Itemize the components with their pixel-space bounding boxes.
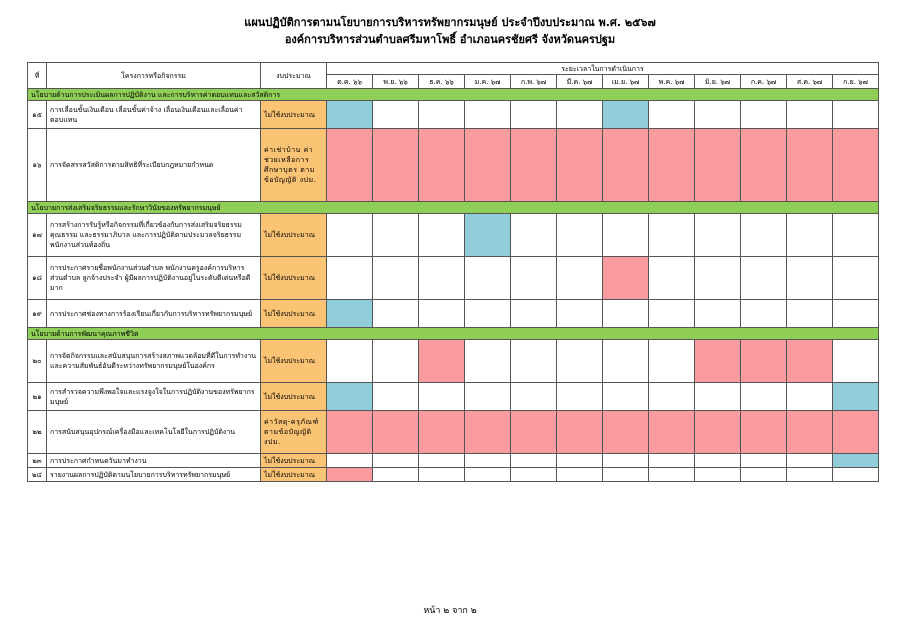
month-cell [787,340,833,383]
month-cell [511,411,557,454]
month-cell [557,411,603,454]
row-number: ๑๘ [28,257,47,300]
table-row [28,214,879,257]
month-cell [695,340,741,383]
month-cell [787,383,833,411]
row-number: ๑๗ [28,214,47,257]
month-cell [327,383,373,411]
table-row [28,411,879,454]
month-cell [465,257,511,300]
month-header: ธ.ค. ๖๖ [419,75,465,89]
month-cell [465,340,511,383]
month-cell [603,257,649,300]
month-header: ก.ค. ๖๗ [741,75,787,89]
month-cell [741,468,787,482]
row-number: ๒๑ [28,383,47,411]
budget-cell: ไม่ใช้งบประมาณ [261,454,327,468]
month-cell [649,257,695,300]
month-cell [603,411,649,454]
month-cell [373,101,419,129]
month-cell [695,300,741,328]
month-cell [695,257,741,300]
row-number: ๑๖ [28,129,47,202]
month-cell [695,129,741,202]
month-cell [695,383,741,411]
month-cell [465,411,511,454]
month-cell [465,383,511,411]
project-name: การประกาศช่องทางการร้องเรียนเกี่ยวกับการบริหารทรัพยากรมนุษย์ [47,300,261,328]
month-cell [787,101,833,129]
budget-cell: ไม่ใช้งบประมาณ [261,340,327,383]
project-name: การสร้างการรับรู้หรือกิจกรรมที่เกี่ยวข้องกับการส่งเสริมจริยธรรม คุณธรรม และธรรมาภิบาล และการปฏิบัติตามประมวลจริยธรรมพนักงานส่วนท้องถิ่น [47,214,261,257]
month-cell [373,129,419,202]
month-cell [557,214,603,257]
month-cell [649,300,695,328]
month-cell [649,340,695,383]
month-cell [603,214,649,257]
month-header: ส.ค. ๖๗ [787,75,833,89]
month-cell [649,468,695,482]
month-cell [327,214,373,257]
month-cell [833,300,879,328]
budget-cell: ไม่ใช้งบประมาณ [261,257,327,300]
month-cell [787,300,833,328]
policy-section-title: นโยบายการส่งเสริมจริยธรรมและรักษาวินัยของทรัพยากรมนุษย์ [28,202,879,214]
month-cell [327,468,373,482]
month-cell [419,214,465,257]
month-cell [603,129,649,202]
month-cell [741,257,787,300]
month-cell [557,383,603,411]
month-cell [649,214,695,257]
header-budget: งบประมาณ [261,63,327,89]
month-cell [373,300,419,328]
month-cell [557,454,603,468]
month-cell [419,257,465,300]
month-cell [465,454,511,468]
month-cell [327,257,373,300]
month-cell [787,411,833,454]
month-cell [373,468,419,482]
month-header: มี.ค. ๖๗ [557,75,603,89]
row-number: ๑๙ [28,300,47,328]
month-cell [833,214,879,257]
month-cell [419,454,465,468]
month-cell [511,383,557,411]
month-cell [465,129,511,202]
month-cell [511,300,557,328]
table-row [28,383,879,411]
month-cell [419,101,465,129]
month-header: พ.ค. ๖๗ [649,75,695,89]
month-cell [511,468,557,482]
month-cell [787,468,833,482]
month-cell [557,257,603,300]
table-row [28,468,879,482]
month-cell [419,411,465,454]
month-cell [649,383,695,411]
month-cell [419,129,465,202]
project-name: การสำรวจความพึงพอใจและแรงจูงใจในการปฏิบัติงานของทรัพยากรมนุษย์ [47,383,261,411]
month-cell [787,214,833,257]
month-cell [649,454,695,468]
month-cell [557,101,603,129]
month-cell [603,300,649,328]
header-project: โครงการหรือกิจกรรม [47,63,261,89]
budget-cell: ไม่ใช้งบประมาณ [261,101,327,129]
project-name: รายงานผลการปฏิบัติตามนโยบายการบริหารทรัพยากรมนุษย์ [47,468,261,482]
month-cell [833,383,879,411]
month-cell [695,214,741,257]
month-cell [419,383,465,411]
month-header: มิ.ย. ๖๗ [695,75,741,89]
month-cell [465,300,511,328]
month-cell [373,383,419,411]
month-cell [511,214,557,257]
month-cell [603,383,649,411]
month-cell [649,129,695,202]
month-cell [741,129,787,202]
month-cell [695,411,741,454]
month-cell [833,340,879,383]
month-cell [741,411,787,454]
month-cell [787,129,833,202]
month-cell [511,340,557,383]
month-cell [465,214,511,257]
month-cell [419,340,465,383]
month-cell [557,468,603,482]
budget-cell: ไม่ใช้งบประมาณ [261,383,327,411]
project-name: การเลื่อนขั้นเงินเดือน เลื่อนขั้นค่าจ้าง เลื่อนเงินเดือนและเลื่อนค่าตอบแทน [47,101,261,129]
month-cell [741,454,787,468]
budget-cell: ไม่ใช้งบประมาณ [261,300,327,328]
month-cell [787,257,833,300]
month-cell [327,340,373,383]
month-cell [649,411,695,454]
month-cell [787,454,833,468]
month-cell [327,101,373,129]
month-cell [465,468,511,482]
document-subtitle: องค์การบริหารส่วนตำบลศรีมหาโพธิ์ อำเภอนครชัยศรี จังหวัดนครปฐม [284,33,616,46]
month-cell [373,340,419,383]
budget-cell: ไม่ใช้งบประมาณ [261,468,327,482]
month-cell [373,214,419,257]
budget-cell: ค่าวัสดุ-ครุภัณฑ์ ตามข้อบัญญัติ งปม. [261,411,327,454]
month-cell [833,454,879,468]
month-cell [649,101,695,129]
row-number: ๒๔ [28,468,47,482]
month-cell [373,454,419,468]
month-cell [373,411,419,454]
action-plan-table [27,62,879,482]
month-cell [603,454,649,468]
month-cell [419,300,465,328]
month-header: ต.ค. ๖๖ [327,75,373,89]
month-cell [603,340,649,383]
table-row [28,454,879,468]
month-cell [419,468,465,482]
month-cell [557,129,603,202]
row-number: ๒๐ [28,340,47,383]
month-cell [741,340,787,383]
budget-cell: ไม่ใช้งบประมาณ [261,214,327,257]
project-name: การประกาศกำหนดวันมาทำงาน [47,454,261,468]
month-cell [327,454,373,468]
month-cell [511,454,557,468]
month-cell [741,300,787,328]
document-title: แผนปฏิบัติการตามนโยบายการบริหารทรัพยากรมนุษย์ ประจำปีงบประมาณ พ.ศ. ๒๕๖๗ [244,16,656,29]
month-cell [557,340,603,383]
policy-section-row [28,202,879,214]
project-name: การประกาศรายชื่อพนักงานส่วนตำบล พนักงานครูองค์การบริหารส่วนตำบล ลูกจ้างประจำ ผู้มีผลการปฏิบัติงานอยู่ในระดับดีเด่นหรือดีมาก [47,257,261,300]
month-header: พ.ย. ๖๖ [373,75,419,89]
project-name: การจัดสรรสวัสดิการตามสิทธิที่ระเบียบกฎหมายกำหนด [47,129,261,202]
header-period: ระยะเวลาในการดำเนินการ [327,63,879,75]
table-row [28,129,879,202]
row-number: ๑๕ [28,101,47,129]
month-cell [327,300,373,328]
month-cell [603,101,649,129]
month-cell [833,257,879,300]
month-cell [557,300,603,328]
header-no: ที่ [28,63,47,89]
table-row [28,340,879,383]
month-cell [603,468,649,482]
row-number: ๒๒ [28,411,47,454]
table-row [28,101,879,129]
row-number: ๒๓ [28,454,47,468]
month-cell [833,411,879,454]
month-cell [511,129,557,202]
month-cell [373,257,419,300]
month-cell [695,468,741,482]
month-cell [511,257,557,300]
month-cell [741,383,787,411]
month-header: ก.ย. ๖๗ [833,75,879,89]
policy-section-title: นโยบายด้านการประเมินผลการปฏิบัติงาน และการบริหารค่าตอบแทนและสวัสดิการ [28,89,879,101]
month-cell [327,129,373,202]
month-cell [833,101,879,129]
month-cell [465,101,511,129]
month-cell [327,411,373,454]
project-name: การจัดกิจกรรมและสนับสนุนการสร้างสภาพแวดล้อมที่ดีในการทำงานและความสัมพันธ์อันดีระหว่างทรัพยากรมนุษย์ในองค์กร [47,340,261,383]
budget-cell: ค่าเช่าบ้าน ค่าช่วยเหลือการศึกษาบุตร ตามข้อบัญญัติ งปม. [261,129,327,202]
month-cell [741,214,787,257]
month-cell [833,468,879,482]
month-cell [741,101,787,129]
table-row [28,300,879,328]
policy-section-row [28,328,879,340]
policy-section-title: นโยบายด้านการพัฒนาคุณภาพชีวิต [28,328,879,340]
month-cell [833,129,879,202]
month-cell [695,454,741,468]
table-row [28,257,879,300]
policy-section-row [28,89,879,101]
month-cell [511,101,557,129]
project-name: การสนับสนุนอุปกรณ์เครื่องมือและเทคโนโลยีในการปฏิบัติงาน [47,411,261,454]
month-header: เม.ย. ๖๗ [603,75,649,89]
month-header: ม.ค. ๖๗ [465,75,511,89]
page-number: หน้า ๒ จาก ๒ [423,606,477,616]
month-cell [695,101,741,129]
month-header: ก.พ. ๖๗ [511,75,557,89]
